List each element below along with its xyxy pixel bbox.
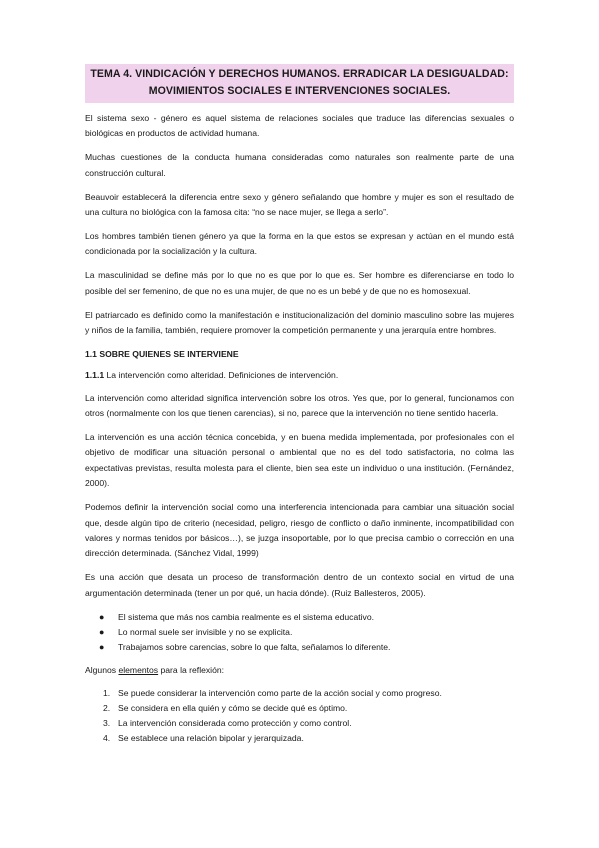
subsection-title: La intervención como alteridad. Definiciones de intervención. bbox=[106, 370, 339, 381]
list-item: ● Lo normal suele ser invisible y no se explicita. bbox=[85, 625, 514, 640]
paragraph-hombres-genero: Los hombres también tienen género ya que la forma en la que estos se expresan y actúan en el mundo está condicionada por la socialización y la cultura. bbox=[85, 230, 514, 257]
bullet-list bbox=[85, 610, 514, 655]
page-title bbox=[85, 64, 514, 103]
bullet-icon: ● bbox=[99, 641, 105, 652]
section-heading: 1.1 SOBRE QUIENES SE INTERVIENE bbox=[85, 348, 239, 359]
paragraph-alteridad: La intervención como alteridad significa intervención sobre los otros. Yes que, por lo general, funcionamos con otros (normalmente con los que tienen carencias), si no, parece que la intervención no tiene sentido hacerla. bbox=[85, 392, 514, 419]
title-line-2: MOVIMIENTOS SOCIALES E INTERVENCIONES SOCIALES. bbox=[148, 85, 451, 97]
paragraph-beauvoir: Beauvoir establecerá la diferencia entre sexo y género señalando que hombre y mujer es son el resultado de una cultura no biológica con la famosa cita: “no se nace mujer, se llega a serlo”. bbox=[85, 191, 514, 218]
numbered-item: 1. Se puede considerar la intervención como parte de la acción social y como progreso. bbox=[103, 688, 442, 699]
subsection-number: 1.1.1 bbox=[85, 370, 105, 381]
bullet-icon: ● bbox=[99, 611, 105, 622]
reflection-heading: Algunos elementos para la reflexión: bbox=[85, 664, 225, 675]
underlined-word: elementos bbox=[118, 664, 159, 675]
subsection-heading bbox=[85, 368, 514, 383]
paragraph-ruiz-ballesteros: Es una acción que desata un proceso de transformación dentro de un contexto social en virtud de una argumentación determinada (tener un por qué, un hacia dónde). (Ruiz Ballesteros, 2005). bbox=[85, 572, 514, 598]
numbered-item: 4. Se establece una relación bipolar y jerarquizada. bbox=[103, 733, 304, 744]
paragraph-masculinidad: La masculinidad se define más por lo que no es que por lo que es. Ser hombre es diferenciarse en todo lo posible del ser femenino, de que no es una mujer, de que no es un bebé y de que no es homosexual. bbox=[85, 270, 514, 296]
numbered-list bbox=[85, 686, 514, 746]
title-line-1: TEMA 4. VINDICACIÓN Y DERECHOS HUMANOS. ERRADICAR LA DESIGUALDAD: bbox=[90, 68, 509, 80]
paragraph-sanchez-vidal: Podemos definir la intervención social como una interferencia intencionada para cambiar una situación social que, desde algún tipo de criterio (necesidad, peligro, riesgo de conflicto o daño inminente, incompatibilidad con valores y normas tenidos por básicos…), se juzga insoportable, por lo que precisa cambio o corrección en una dirección determinada. (Sánchez Vidal, 1999) bbox=[85, 502, 514, 559]
bullet-icon: ● bbox=[99, 626, 105, 637]
numbered-item: 2. Se considera en ella quién y cómo se decide qué es óptimo. bbox=[103, 703, 348, 714]
paragraph-sexo-genero: El sistema sexo - género es aquel sistema de relaciones sociales que traduce las diferencias sexuales o biológicas en productos de actividad humana. bbox=[85, 113, 514, 139]
paragraph-patriarcado: El patriarcado es definido como la manifestación e institucionalización del dominio masculino sobre las mujeres y niños de la familia, también, requiere promover la competición permanente y una jerarquía entre hombres. bbox=[85, 309, 514, 335]
list-item: ● El sistema que más nos cambia realmente es el sistema educativo. bbox=[85, 610, 514, 625]
paragraph-conducta: Muchas cuestiones de la conducta humana consideradas como naturales son realmente parte de una construcción cultural. bbox=[85, 152, 514, 178]
paragraph-fernandez: La intervención es una acción técnica concebida, y en buena medida implementada, por profesionales con el objetivo de modificar una situación personal o ambiental que no es del todo satisfactoria, no colma las expectativas previstas, resulta molesta para el cliente, bien sea este un individuo o una institución. (Fernández, 2000). bbox=[85, 432, 514, 489]
list-item: ● Trabajamos sobre carencias, sobre lo que falta, señalamos lo diferente. bbox=[85, 640, 514, 655]
numbered-item: 3. La intervención considerada como protección y como control. bbox=[103, 718, 352, 729]
